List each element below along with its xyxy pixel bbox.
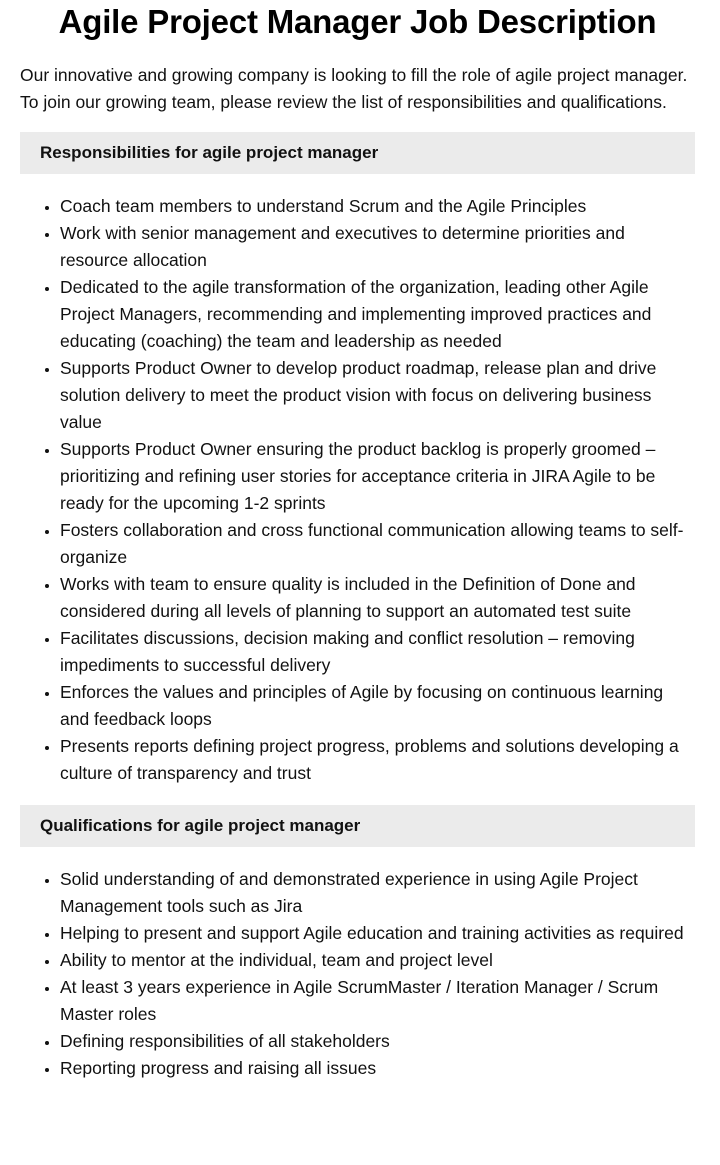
- page-title: Agile Project Manager Job Description: [58, 3, 657, 40]
- list-item: • Dedicated to the agile transformation of the organization, leading other Agile Project Managers, recommending and implementing improved practices and educating (coaching) the team and leadership as needed: [60, 274, 695, 355]
- qualifications-header: Qualifications for agile project manager: [20, 805, 695, 847]
- qualifications-list: [20, 847, 695, 1082]
- list-item: • Presents reports defining project progress, problems and solutions developing a culture of transparency and trust: [60, 733, 695, 787]
- list-item: • Works with team to ensure quality is included in the Definition of Done and considered during all levels of planning to support an automated test suite: [60, 571, 695, 625]
- list-item: • Supports Product Owner ensuring the product backlog is properly groomed – prioritizing and refining user stories for acceptance criteria in JIRA Agile to be ready for the upcoming 1-2 sprints: [60, 436, 695, 517]
- list-item: • Supports Product Owner to develop product roadmap, release plan and drive solution delivery to meet the product vision with focus on delivering business value: [60, 355, 695, 436]
- responsibilities-header: Responsibilities for agile project manager: [20, 132, 695, 174]
- list-item: • At least 3 years experience in Agile ScrumMaster / Iteration Manager / Scrum Master roles: [60, 974, 695, 1028]
- list-item: • Enforces the values and principles of Agile by focusing on continuous learning and feedback loops: [60, 679, 695, 733]
- list-item: • Ability to mentor at the individual, team and project level: [60, 947, 695, 974]
- list-item: • Defining responsibilities of all stakeholders: [60, 1028, 695, 1055]
- list-item: • Reporting progress and raising all issues: [60, 1055, 695, 1082]
- list-item: • Facilitates discussions, decision making and conflict resolution – removing impediments to successful delivery: [60, 625, 695, 679]
- list-item: • Fosters collaboration and cross functional communication allowing teams to self-organize: [60, 517, 695, 571]
- list-item: • Coach team members to understand Scrum and the Agile Principles: [60, 193, 695, 220]
- list-item: • Solid understanding of and demonstrated experience in using Agile Project Management tools such as Jira: [60, 866, 695, 920]
- list-item: • Helping to present and support Agile education and training activities as required: [60, 920, 695, 947]
- list-item: • Work with senior management and executives to determine priorities and resource allocation: [60, 220, 695, 274]
- responsibilities-list: [20, 174, 695, 787]
- intro-paragraph: Our innovative and growing company is looking to fill the role of agile project manager. To join our growing team, please review the list of responsibilities and qualifications.: [20, 65, 688, 112]
